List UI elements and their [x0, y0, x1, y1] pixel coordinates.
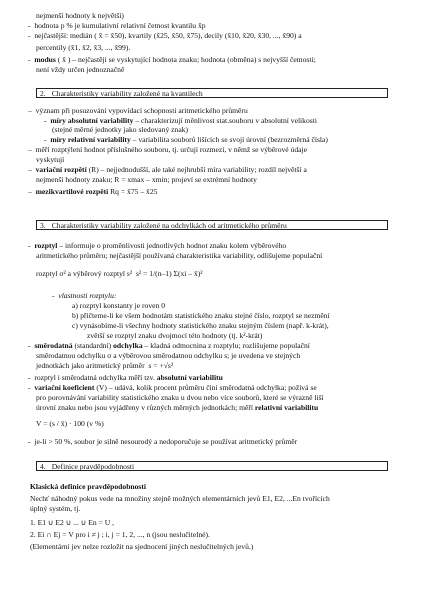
- text-line: percentily (x̃1, x̃2, x̃3, ..., x̃99).: [36, 43, 131, 52]
- text-line: nejmenší hodnoty k největší): [36, 11, 124, 20]
- bullet-line: – mezikvartilové rozpětí Rq = x̃75 – x̃25: [28, 187, 158, 196]
- text-line: Nechť náhodný pokus vede na množiny stejně možných elementárních jevů E1, E2, ...En tvořících: [30, 494, 330, 503]
- bullet-line: – měří rozptýlení hodnot příslušného souboru, tj. určují rozmezí, v němž se výběrové údaje: [28, 145, 307, 154]
- bullet-line: - nejčastější: medián ( x̃ = x̃50), kvartily (x̃25, x̃50, x̃75), decily (x̃10, x̃20, x̃30, ..., x̃90) a: [28, 31, 302, 40]
- bullet-line: – význam při posuzování vypovídací schopnosti aritmetického průměru: [28, 106, 248, 115]
- text-line: vyskytují: [36, 155, 65, 164]
- text-line: zvětší se rozptyl znaku dvojmocí této hodnoty (tj. k²-krát): [87, 331, 263, 340]
- bullet-line: – variační rozpětí (R) – nejjednodušší, ale také nejhrubší míra variability; rozdíl největší a: [28, 165, 307, 174]
- bullet-line: - míry relativní variability – variabilita souborů lišících se svojí úrovní (bezrozměrná čísla): [44, 135, 328, 144]
- text-line: rozptyl σ² a výběrový rozptyl s² s² = 1/(n–1) Σ(xi – x̄)²: [36, 269, 203, 278]
- text-line: (Elementární jev nelze rozložit na sjednocení jiných neslučitelných jevů.): [30, 542, 254, 551]
- text-line: úplný systém, tj.: [30, 504, 81, 513]
- text-line: - vlastnosti rozptylu:: [52, 291, 117, 300]
- list-item: a) rozptyl konstanty je roven 0: [72, 301, 165, 310]
- bullet-line: - rozptyl – informuje o proměnlivosti jednotlivých hodnot znaku kolem výběrového: [28, 241, 287, 250]
- section-heading-box: 4. Definice pravděpodobnosti: [36, 461, 388, 471]
- list-item: 1. E1 ∪ E2 ∪ ... ∪ En = U ,: [30, 518, 115, 527]
- text-line: jednotkách jako aritmetický průměr s = +√s²: [36, 361, 174, 370]
- bullet-line: - rozptyl i směrodatná odchylka měří tzv. absolutní variabilitu: [28, 373, 223, 382]
- text-line: úrovní znaku nebo jsou vyjádřeny v různých měrných jednotkách; měří relativní variabilitu: [36, 403, 319, 412]
- bullet-line: - je-li > 50 %, soubor je silně nesourodý a nedoporučuje se používat aritmetický průměr: [28, 437, 298, 446]
- variance-formula: s² = 1/(n–1) Σ(xi – x̄)²: [135, 269, 203, 278]
- list-item: 2. Ei ∩ Ej = V pro i ≠ j ; i, j = 1, 2, ..., n (jsou neslučitelné).: [30, 530, 210, 539]
- list-item: c) vynásobíme-li všechny hodnoty statistického znaku stejným číslem (např. k-krát),: [72, 321, 329, 330]
- bullet-line: - variační koeficient (V) – udává, kolik procent průměru činí směrodatná odchylka; požívá se: [28, 383, 317, 392]
- subheading: Klasická definice pravděpodobnosti: [30, 482, 147, 491]
- cv-formula: V = (s / x̄) · 100 (v %): [36, 419, 104, 428]
- bullet-line: - modus ( x̂ ) – nejčastěji se vyskytující hodnota znaku; hodnota (obměna) s nejvyšší četností;: [28, 55, 316, 64]
- text-line: není vždy určen jednoznačně: [36, 65, 125, 74]
- list-item: b) přičteme-li ke všem hodnotám statistického znaku stejné číslo, rozptyl se nezmění: [72, 311, 330, 320]
- std-formula: s = +√s²: [148, 361, 174, 370]
- bullet-line: - hodnota p % je kumulativní relativní četnost kvantilu x̃p: [28, 21, 206, 30]
- bullet-line: - míry absolutní variability – charakterizují měnlivost stat.souboru v absolutní velikosti: [44, 116, 317, 125]
- text-line: směrodatnou odchylku σ a výběrovou směrodatnou odchylku s; je uvedena ve stejných: [36, 351, 301, 360]
- text-line: (stejné měrné jednotky jako sledovaný znak): [52, 125, 189, 134]
- section-heading-box: 2. Charakteristiky variability založené na kvantilech: [36, 88, 388, 98]
- section-heading-box: 3. Charakteristiky variability založené na odchylkách od aritmetického průměru: [36, 220, 388, 230]
- text-line: nejmenší hodnoty znaku; R = xmax – xmin; projeví se extrémní hodnoty: [36, 175, 257, 184]
- bullet-line: - směrodatná (standardní) odchylka – kladná odmocnina z rozptylu; rozlišujeme populační: [28, 341, 310, 350]
- text-line: pro porovnávání variability statistického znaku u dvou nebo více souborů, které se výrazně liší: [36, 393, 324, 402]
- text-line: aritmetického průměru; nejčastější používaná charakteristika variability, odlišujeme populační: [36, 251, 323, 260]
